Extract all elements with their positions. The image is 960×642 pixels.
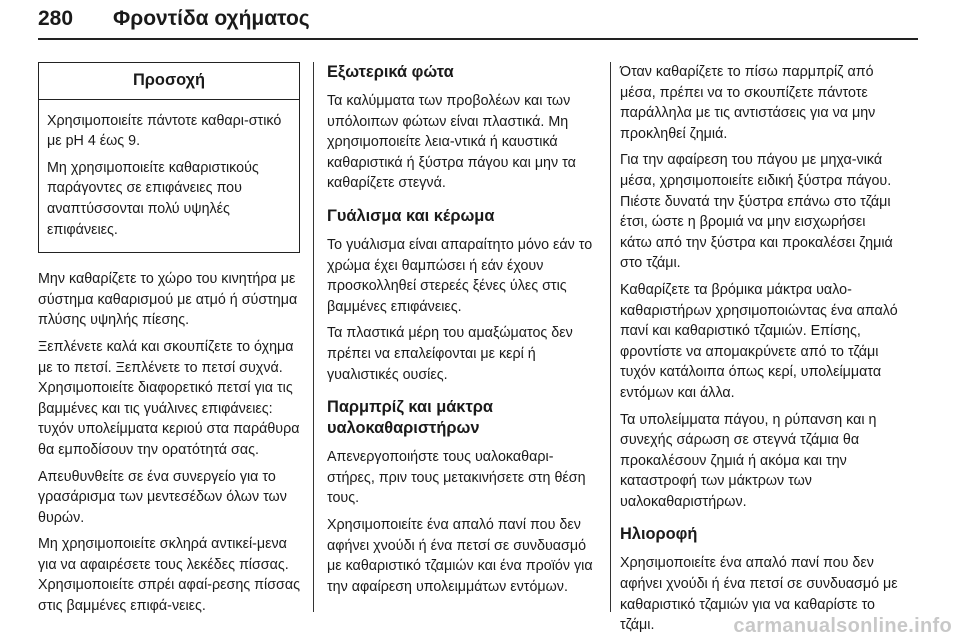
column-right [620, 62, 898, 642]
caution-paragraph: Χρησιμοποιείτε πάντοτε καθαρι-στικό με pH 4 έως 9. [47, 112, 282, 150]
section-heading-sunroof: Ηλιοροφή [620, 525, 698, 544]
caution-box [38, 62, 300, 253]
body-paragraph: Τα υπολείμματα πάγου, η ρύπανση και η συνεχής σάρωση σε στεγνά τζάμια θα προκαλέσουν ζημιά ή ακόμα και την καταστροφή των μάκτρων των υαλοκαθαριστήρων. [620, 411, 877, 510]
body-paragraph: Όταν καθαρίζετε το πίσω παρμπρίζ από μέσα, πρέπει να το σκουπίζετε πάντοτε παράλληλα με τις αντιστάσεις για να μην προκληθεί ζημιά. [620, 64, 876, 142]
page-number: 280 [38, 7, 74, 30]
column-divider-right [610, 62, 611, 612]
body-paragraph: Για την αφαίρεση του πάγου με μηχα-νικά μέσα, χρησιμοποιείτε ειδική ξύστρα πάγου. Πιέστε δυνατά την ξύστρα επάνω στο τζάμι έτσι, ώστε η βρομιά να μην εισχωρήσει κάτω από την ξύστρα και προκαλέσει ζημιά στο τζάμι. [620, 152, 893, 272]
body-paragraph: Χρησιμοποιείτε ένα απαλό πανί που δεν αφήνει χνούδι ή ένα πετσί σε συνδυασμό με καθαριστικό τζαμιών για να καθαρίστε το τζάμι. [620, 555, 898, 634]
section-heading-exterior-lights: Εξωτερικά φώτα [327, 63, 454, 81]
body-paragraph: Ξεπλένετε καλά και σκουπίζετε το όχημα με το πετσί. Ξεπλένετε το πετσί συχνά. Χρησιμοποιείτε διαφορετικό πετσί για τις βαμμένες και τις γυάλινες επιφάνειες: τυχόν υπολείμματα κεριού στα παράθυρα θα εμποδίσουν την ορατότητά σας. [38, 338, 300, 458]
body-paragraph: Χρησιμοποιείτε ένα απαλό πανί που δεν αφήνει χνούδι ή ένα πετσί σε συνδυασμό με καθαριστικό τζαμιών και ένα προϊόν για την αφαίρεση υπολειμμάτων εντόμων. [327, 516, 593, 595]
caution-title: Προσοχή [39, 63, 299, 100]
column-middle [327, 62, 599, 603]
caution-body [39, 100, 299, 253]
body-paragraph: Τα πλαστικά μέρη του αμαξώματος δεν πρέπει να επαλείφονται με κερί ή γυαλιστικές ουσίες. [327, 325, 573, 383]
section-heading-polishing: Γυάλισμα και κέρωμα [327, 206, 495, 225]
body-paragraph: Μη χρησιμοποιείτε σκληρά αντικεί-μενα για να αφαιρέσετε τους λεκέδες πίσσας. Χρησιμοποιείτε σπρέι αφαί-ρεσης πίσσας στις βαμμένες επιφά-νειες. [38, 536, 301, 615]
body-paragraph: Μην καθαρίζετε το χώρο του κινητήρα με σύστημα καθαρισμού με ατμό ή σύστημα πλύσης υψηλής πίεσης. [38, 271, 298, 329]
body-paragraph: Απευθυνθείτε σε ένα συνεργείο για το γρασάρισμα των μεντεσέδων όλων των θυρών. [38, 468, 287, 526]
body-paragraph: Το γυάλισμα είναι απαραίτητο μόνο εάν το χρώμα έχει θαμπώσει ή εάν έχουν προσκολληθεί στερεές ξένες ύλες στις βαμμένες επιφάνειες. [327, 236, 593, 315]
body-paragraph: Τα καλύμματα των προβολέων και των υπόλοιπων φώτων είναι πλαστικά. Μη χρησιμοποιείτε λεια-ντικά ή καυστικά καθαριστικά ή ξύστρα πάγου και μην τα καθαρίζετε στεγνά. [327, 93, 576, 192]
body-paragraph: Απενεργοποιήστε τους υαλοκαθαρι-στήρες, πριν τους μετακινήσετε στη θέση τους. [327, 449, 586, 507]
watermark: carmanualsonline.info [733, 615, 952, 637]
column-left [38, 62, 300, 623]
page-header [38, 4, 918, 40]
section-heading-windows: Παρμπρίζ και μάκτρα υαλοκαθαριστήρων [327, 398, 493, 438]
page-title: Φροντίδα οχήματος [113, 7, 310, 30]
caution-paragraph: Μη χρησιμοποιείτε καθαριστικούς παράγοντες σε επιφάνειες που αναπτύσσονται πολύ υψηλές επιφάνειες. [47, 159, 259, 238]
body-paragraph: Καθαρίζετε τα βρόμικα μάκτρα υαλο-καθαριστήρων χρησιμοποιώντας ένα απαλό πανί και καθαριστικό τζαμιών. Επίσης, φροντίστε να απομακρύνετε από το τζάμι τυχόν κατάλοιπα όπως κερί, υπολείμματα εντόμων και άλλα. [620, 281, 898, 401]
column-divider-left [313, 62, 314, 612]
